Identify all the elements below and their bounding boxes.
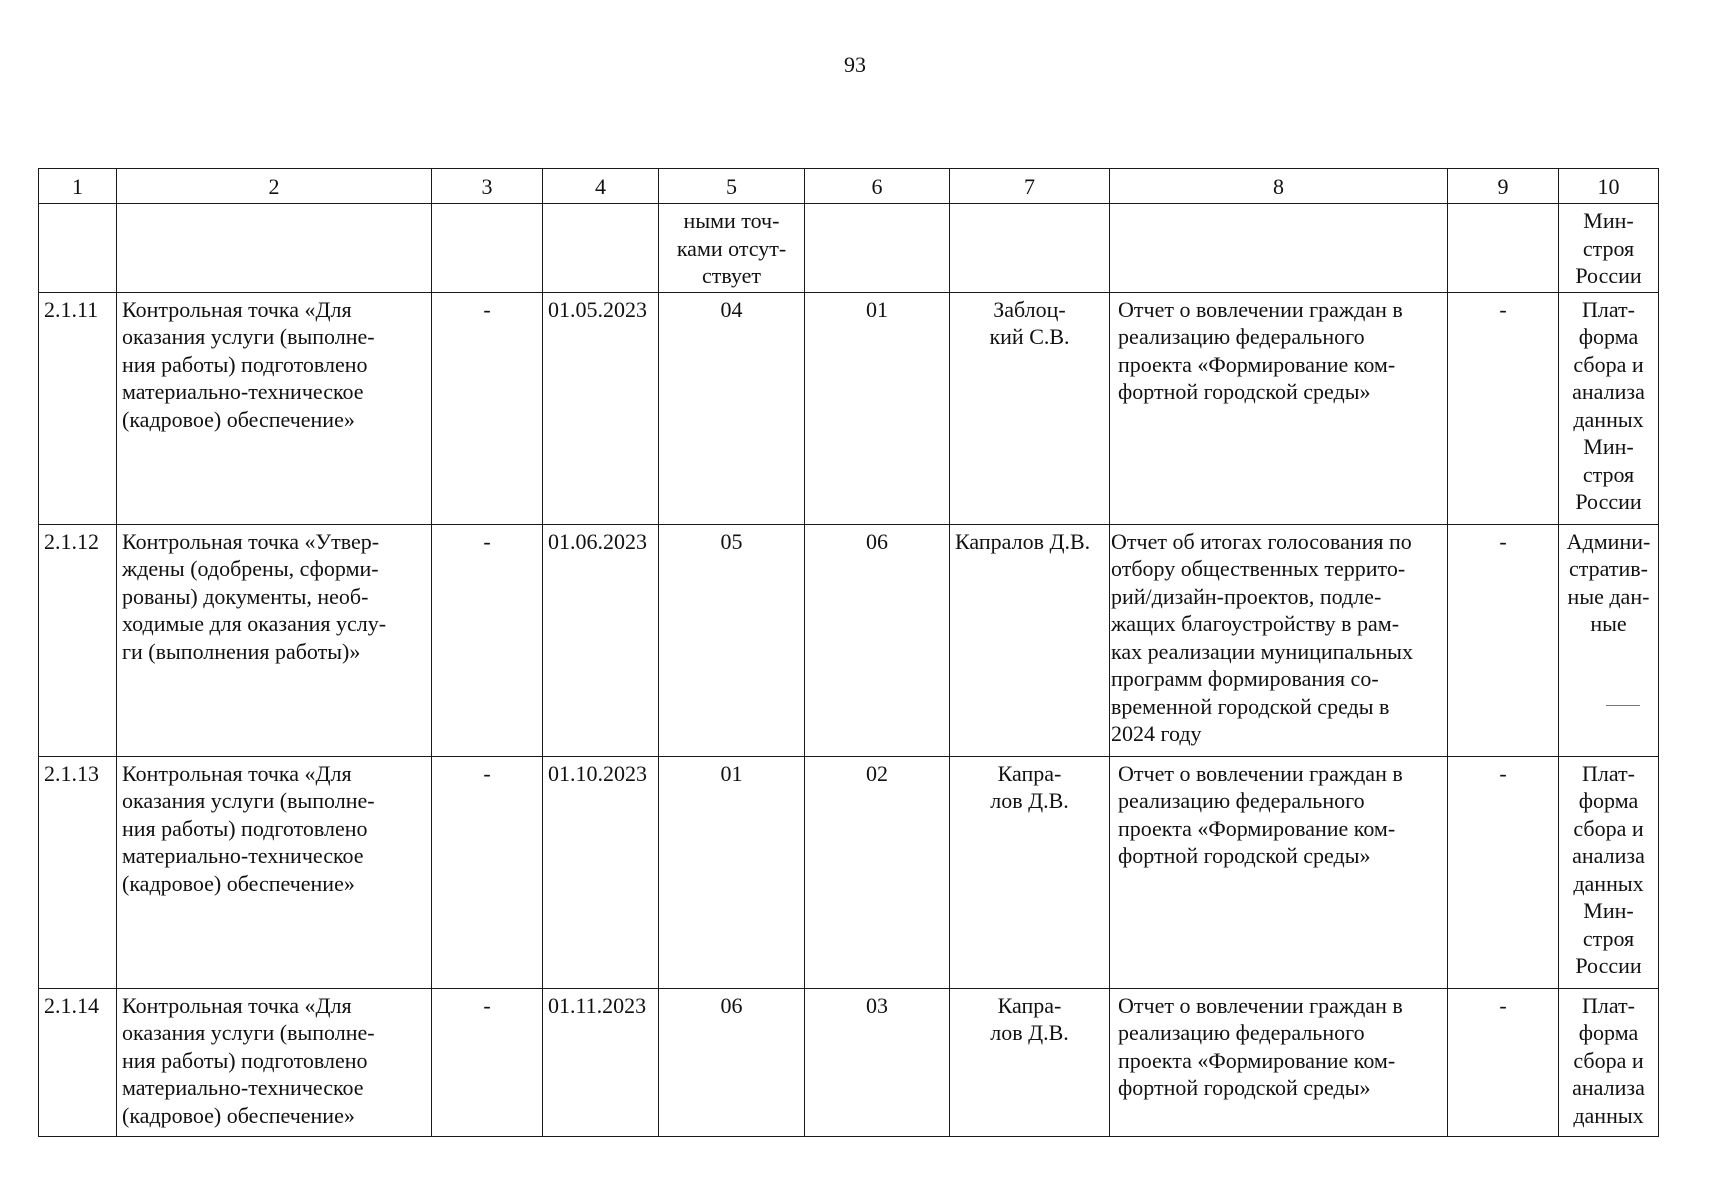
cell-c5: ными точ- ками отсут- ствует xyxy=(659,204,805,293)
header-cell: 4 xyxy=(543,169,659,204)
header-cell: 9 xyxy=(1448,169,1559,204)
cell-c6: 01 xyxy=(805,292,950,524)
control-points-table xyxy=(38,168,1659,1137)
margin-mark xyxy=(1606,705,1640,706)
cell-c3 xyxy=(432,204,543,293)
cell-num: 2.1.14 xyxy=(39,988,117,1136)
cell-c6: 06 xyxy=(805,524,950,756)
column-numbers-row xyxy=(39,169,1659,204)
cell-responsible: Капралов Д.В. xyxy=(950,524,1110,756)
header-cell: 10 xyxy=(1559,169,1659,204)
cell-c3: - xyxy=(432,524,543,756)
cell-c9: - xyxy=(1448,524,1559,756)
cell-responsible xyxy=(950,204,1110,293)
cell-date: 01.06.2023 xyxy=(543,524,659,756)
page-number: 93 xyxy=(844,52,866,77)
cell-date xyxy=(543,204,659,293)
cell-c3: - xyxy=(432,756,543,988)
cell-c9: - xyxy=(1448,988,1559,1136)
cell-source: Мин- строя России xyxy=(1559,204,1659,293)
header-cell: 3 xyxy=(432,169,543,204)
cell-document: Отчет о вовлечении граждан в реализацию федерального проекта «Формирование ком- фортной городской среды» xyxy=(1110,292,1448,524)
cell-c9: - xyxy=(1448,756,1559,988)
cell-date: 01.10.2023 xyxy=(543,756,659,988)
cell-date: 01.05.2023 xyxy=(543,292,659,524)
cell-document: Отчет об итогах голосования по отбору общественных террито- рий/дизайн-проектов, подле- жащих благоустройству в рам- ках реализации муниципальных программ формирования со- временной городской среды в 2024 году xyxy=(1110,524,1448,756)
table-row xyxy=(39,988,1659,1136)
cell-responsible: Капра- лов Д.В. xyxy=(950,756,1110,988)
continuation-row xyxy=(39,204,1659,293)
header-cell: 5 xyxy=(659,169,805,204)
cell-source: Плат- форма сбора и анализа данных Мин- строя России xyxy=(1559,292,1659,524)
cell-c5: 05 xyxy=(659,524,805,756)
cell-title: Контрольная точка «Утвер- ждены (одобрены, сформи- рованы) документы, необ- ходимые для оказания услу- ги (выполнения работы)» xyxy=(117,524,432,756)
cell-c6 xyxy=(805,204,950,293)
table-row xyxy=(39,756,1659,988)
cell-document: Отчет о вовлечении граждан в реализацию федерального проекта «Формирование ком- фортной городской среды» xyxy=(1110,756,1448,988)
cell-c3: - xyxy=(432,292,543,524)
cell-num: 2.1.13 xyxy=(39,756,117,988)
table-row xyxy=(39,524,1659,756)
cell-c5: 01 xyxy=(659,756,805,988)
cell-responsible: Заблоц- кий С.В. xyxy=(950,292,1110,524)
cell-title: Контрольная точка «Для оказания услуги (выполне- ния работы) подготовлено материально-техническое (кадровое) обеспечение» xyxy=(117,988,432,1136)
cell-title xyxy=(117,204,432,293)
cell-num: 2.1.11 xyxy=(39,292,117,524)
cell-c9: - xyxy=(1448,292,1559,524)
cell-num xyxy=(39,204,117,293)
cell-title: Контрольная точка «Для оказания услуги (выполне- ния работы) подготовлено материально-техническое (кадровое) обеспечение» xyxy=(117,756,432,988)
cell-date: 01.11.2023 xyxy=(543,988,659,1136)
header-cell: 8 xyxy=(1110,169,1448,204)
cell-c6: 03 xyxy=(805,988,950,1136)
cell-num: 2.1.12 xyxy=(39,524,117,756)
table-row xyxy=(39,292,1659,524)
header-cell: 1 xyxy=(39,169,117,204)
cell-c5: 04 xyxy=(659,292,805,524)
cell-responsible: Капра- лов Д.В. xyxy=(950,988,1110,1136)
cell-c9 xyxy=(1448,204,1559,293)
cell-document xyxy=(1110,204,1448,293)
header-cell: 2 xyxy=(117,169,432,204)
cell-source: Плат- форма сбора и анализа данных Мин- строя России xyxy=(1559,756,1659,988)
cell-source: Админи- стратив- ные дан- ные xyxy=(1559,524,1659,756)
cell-c6: 02 xyxy=(805,756,950,988)
cell-source: Плат- форма сбора и анализа данных xyxy=(1559,988,1659,1136)
cell-title: Контрольная точка «Для оказания услуги (выполне- ния работы) подготовлено материально-техническое (кадровое) обеспечение» xyxy=(117,292,432,524)
header-cell: 6 xyxy=(805,169,950,204)
cell-document: Отчет о вовлечении граждан в реализацию федерального проекта «Формирование ком- фортной городской среды» xyxy=(1110,988,1448,1136)
cell-c3: - xyxy=(432,988,543,1136)
header-cell: 7 xyxy=(950,169,1110,204)
cell-c5: 06 xyxy=(659,988,805,1136)
